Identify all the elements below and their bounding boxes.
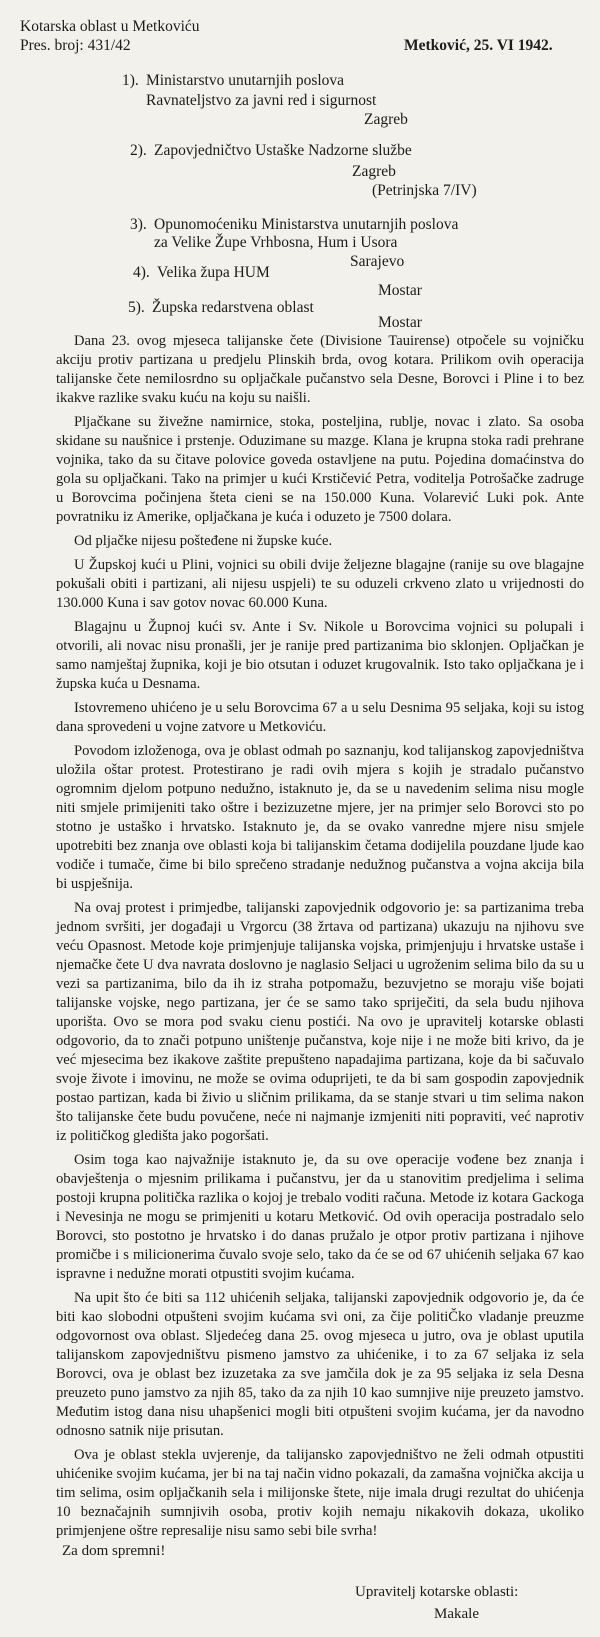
body-paragraph: Dana 23. ovog mjeseca talijanske čete (Divisione Tauirense) otpočele su vojničku akciju protiv partizana u predjelu Plinskih brda, ovog kotara. Prilikom ovih operacija talijanske čete nemilosrdno su opljačkale pučanstvo sela Desne, Borovci i Pline i to bez ikakve razlike svaku kuću na koju su naišli. (56, 333, 584, 406)
body-paragraph: Povodom izloženoga, ova je oblast odmah po saznanju, kod talijanskog zapovjedništva uložila oštar protest. Protestirano je radi ovih mjera s kojih je stradalo pučanstvo ogromnim djelom potpuno nedužno, istaknuto je, da se u navedenim selima nisu mogle niti smjele primijeniti tako oštre i bezizuzetne mjere, jer na primjer selo Borovci sto po stotno je ustaško i hrvatsko. Istaknuto je, da se ovako vanredne mjere nisu smjele upotrebiti bez znanja ove oblasti koja bi talijanskim četama dodijelila pouzdane ljude kao vodiče i tumače, čime bi bilo sprečeno stradanje nedužnog pučanstva a vojna akcija bila bi uspješnija. (56, 743, 584, 892)
reference-number: Pres. broj: 431/42 (20, 37, 131, 54)
recipient-extra: (Petrinjska 7/IV) (372, 182, 477, 199)
body-paragraph: Na ovaj protest i primjedbe, talijanski zapovjednik odgovorio je: sa partizanima treba jednom svršiti, jer događaji u Vrgorcu (38 žrtava od partizana) ukazuju na njihovu sve veću Opasnost. Metode koje primjenjuje talijanska vojska, primjenjuju i hrvatske ustaše i njemačke čete U dva navrata doslovno je naglasio Seljaci u ugroženim selima bilo da su u vezi sa partizanima, bilo da ih iz straha potpomažu, bezuvjetno se moraju više bojati talijanske vojske, nego partizana, jer će se samo tako spriječiti, da sela budu njihova uporišta. Ovo se mora pod svaku cienu postići. Na ovo je upravitelj kotarske oblasti odgovorio, da to znači potpuno uništenje pučanstva, koje nije i ne može biti krivo, da je već mjesecima bez ikakove zaštite prepušteno napadajima partizana, koje da bi sačuvalo svoje živote i imovinu, ne može se ovima oduprijeti, te da bi sam gospodin zapovjednik postao partizan, kada bi živio u sličnim prilikama, da se stanje stvari u tim selima nakon što talijanske čete budu povučene, neće ni najmanje izmjeniti niti popraviti, već naprotiv iz političkog gledišta jako pogoršati. (56, 900, 584, 1144)
recipient-number: 1). (122, 72, 139, 89)
body-paragraph: Pljačkane su živežne namirnice, stoka, posteljina, rublje, novac i zlato. Sa osoba skidane su naušnice i prstenje. Oduzimane su mazge. Klana je krupna stoka radi prehrane vojnika, tako da su čitave polovice goveda ostavljene na putu. Pojedina domaćinstva do gola su opljačkani. Tako na primjer u kući Krstičević Petra, voditelja Potrošačke zadruge u Borovcima počinjena šteta cieni se na 150.000 Kuna. Volarević Luki pok. Ante povratniku iz Amerike, opljačkana je kuća i oduzeto je 7500 dolara. (56, 414, 584, 525)
recipient-city: Sarajevo (350, 253, 405, 270)
recipient-city: Zagreb (364, 111, 408, 128)
recipient-number: 2). (130, 142, 147, 159)
recipient-name: Zapovjedničtvo Ustaške Nadzorne službe (154, 142, 412, 159)
recipient-city: Mostar (378, 282, 422, 299)
recipient-number: 5). (128, 299, 145, 316)
signatory-name: Makale (434, 1606, 479, 1622)
body-paragraph: Istovremeno uhićeno je u selu Borovcima 67 a u selu Desnima 95 seljaka, koji su istog dana sprovedeni u vojne zatvore u Metkoviću. (56, 700, 584, 735)
recipient-subtitle: za Velike Župe Vrhbosna, Hum i Usora (154, 234, 398, 251)
recipient-city: Zagreb (352, 163, 396, 180)
body-paragraph: U Župskoj kući u Plini, vojnici su obili dvije željezne blagajne (ranije su ove blagajne pokušali obiti i partizani, ali nijesu uspjeli) te su oduzeli crkveno zlato u vrijednosti do 130.000 Kuna i sav gotov novac 60.000 Kuna. (56, 557, 584, 611)
letter-body (56, 332, 584, 1546)
recipient-name: Župska redarstvena oblast (152, 299, 314, 316)
signatory-title: Upravitelj kotarske oblasti: (355, 1584, 519, 1600)
recipient-number: 4). (133, 264, 150, 281)
recipient-city: Mostar (378, 314, 422, 331)
recipient-subtitle: Ravnateljstvo za javni red i sigurnost (146, 92, 377, 109)
recipient-name: Ministarstvo unutarnjih poslova (146, 72, 345, 89)
place-date: Metković, 25. VI 1942. (404, 37, 553, 54)
salutation: Za dom spremni! (62, 1543, 166, 1559)
recipient-name: Opunomoćeniku Ministarstva unutarnjih poslova (154, 216, 459, 233)
recipient-number: 3). (130, 216, 147, 233)
recipient-name: Velika župa HUM (157, 264, 270, 281)
body-paragraph: Ova je oblast stekla uvjerenje, da talijansko zapovjedništvo ne želi odmah otpustiti uhićenike svojim kućama, jer bi na taj način vidno pokazali, da zamašna vojnička akcija u tim selima, osim opljačkanih sela i milijonske štete, nije imala drugi rezultat do uhićenja 10 beznačajnih sumnjivih osoba, protiv kojih nemaju nikakovih dokaza, ukoliko primjenjene oštre represalije nisu samo sebi bile svrha! (56, 1447, 584, 1539)
body-paragraph: Na upit što će biti sa 112 uhićenih seljaka, talijanski zapovjednik odgovorio je, da će biti kao slobodni otpušteni svojim kućama svi oni, za čije politiČko vladanje preuzme odgovornost ova oblast. Sljedećeg dana 25. ovog mjeseca u jutro, ova je oblast uputila talijanskom zapovjedništvu pismeno jamstvo za uhićenike, i to za 67 seljaka iz sela Borovci, ova je oblast bez izuzetaka za sve jamčila dok je za 95 seljaka iz sela Desna preuzeto puno jamstvo za njih 85, tako da za njih 10 kao sumnjive nije preuzeto jamstvo. Međutim istog dana nisu uhapšenici mogli biti otpušteni svojim kućama, jer da navodno odnosno satnik nije prisutan. (56, 1290, 584, 1439)
body-paragraph: Osim toga kao najvažnije istaknuto je, da su ove operacije vođene bez znanja i obavještenja o mjesnim prilikama i pučanstvu, jer da u stanovitim predjelima i selima postoji krupna politička razlika o kojoj je trebalo voditi računa. Metode iz kotara Gackoga i Nevesinja ne mogu se primjeniti u kotaru Metković. Od ovih operacija postradalo selo Borovci, sto postotno je hrvatsko i do danas pružalo je otpor protiv partizana i njihove promičbe i s milicionerima čuvalo svoje selo, tako da će se od 67 uhićenih seljaka 67 kao ispravne i nedužne morati otpustiti svojim kućama. (56, 1152, 584, 1282)
body-paragraph: Blagajnu u Župnoj kući sv. Ante i Sv. Nikole u Borovcima vojnici su polupali i otvorili, ali novac nisu pronašli, jer je ranije pred partizanima bio sklonjen. Opljačkan je samo namještaj župnika, koji je bio otsutan i oduzet krugovalnik. Isto tako opljačkana je i župska kuća u Desnama. (56, 619, 584, 692)
body-paragraph: Od pljačke nijesu pošteđene ni župske kuće. (74, 533, 333, 549)
office-name: Kotarska oblast u Metkoviću (20, 18, 200, 35)
